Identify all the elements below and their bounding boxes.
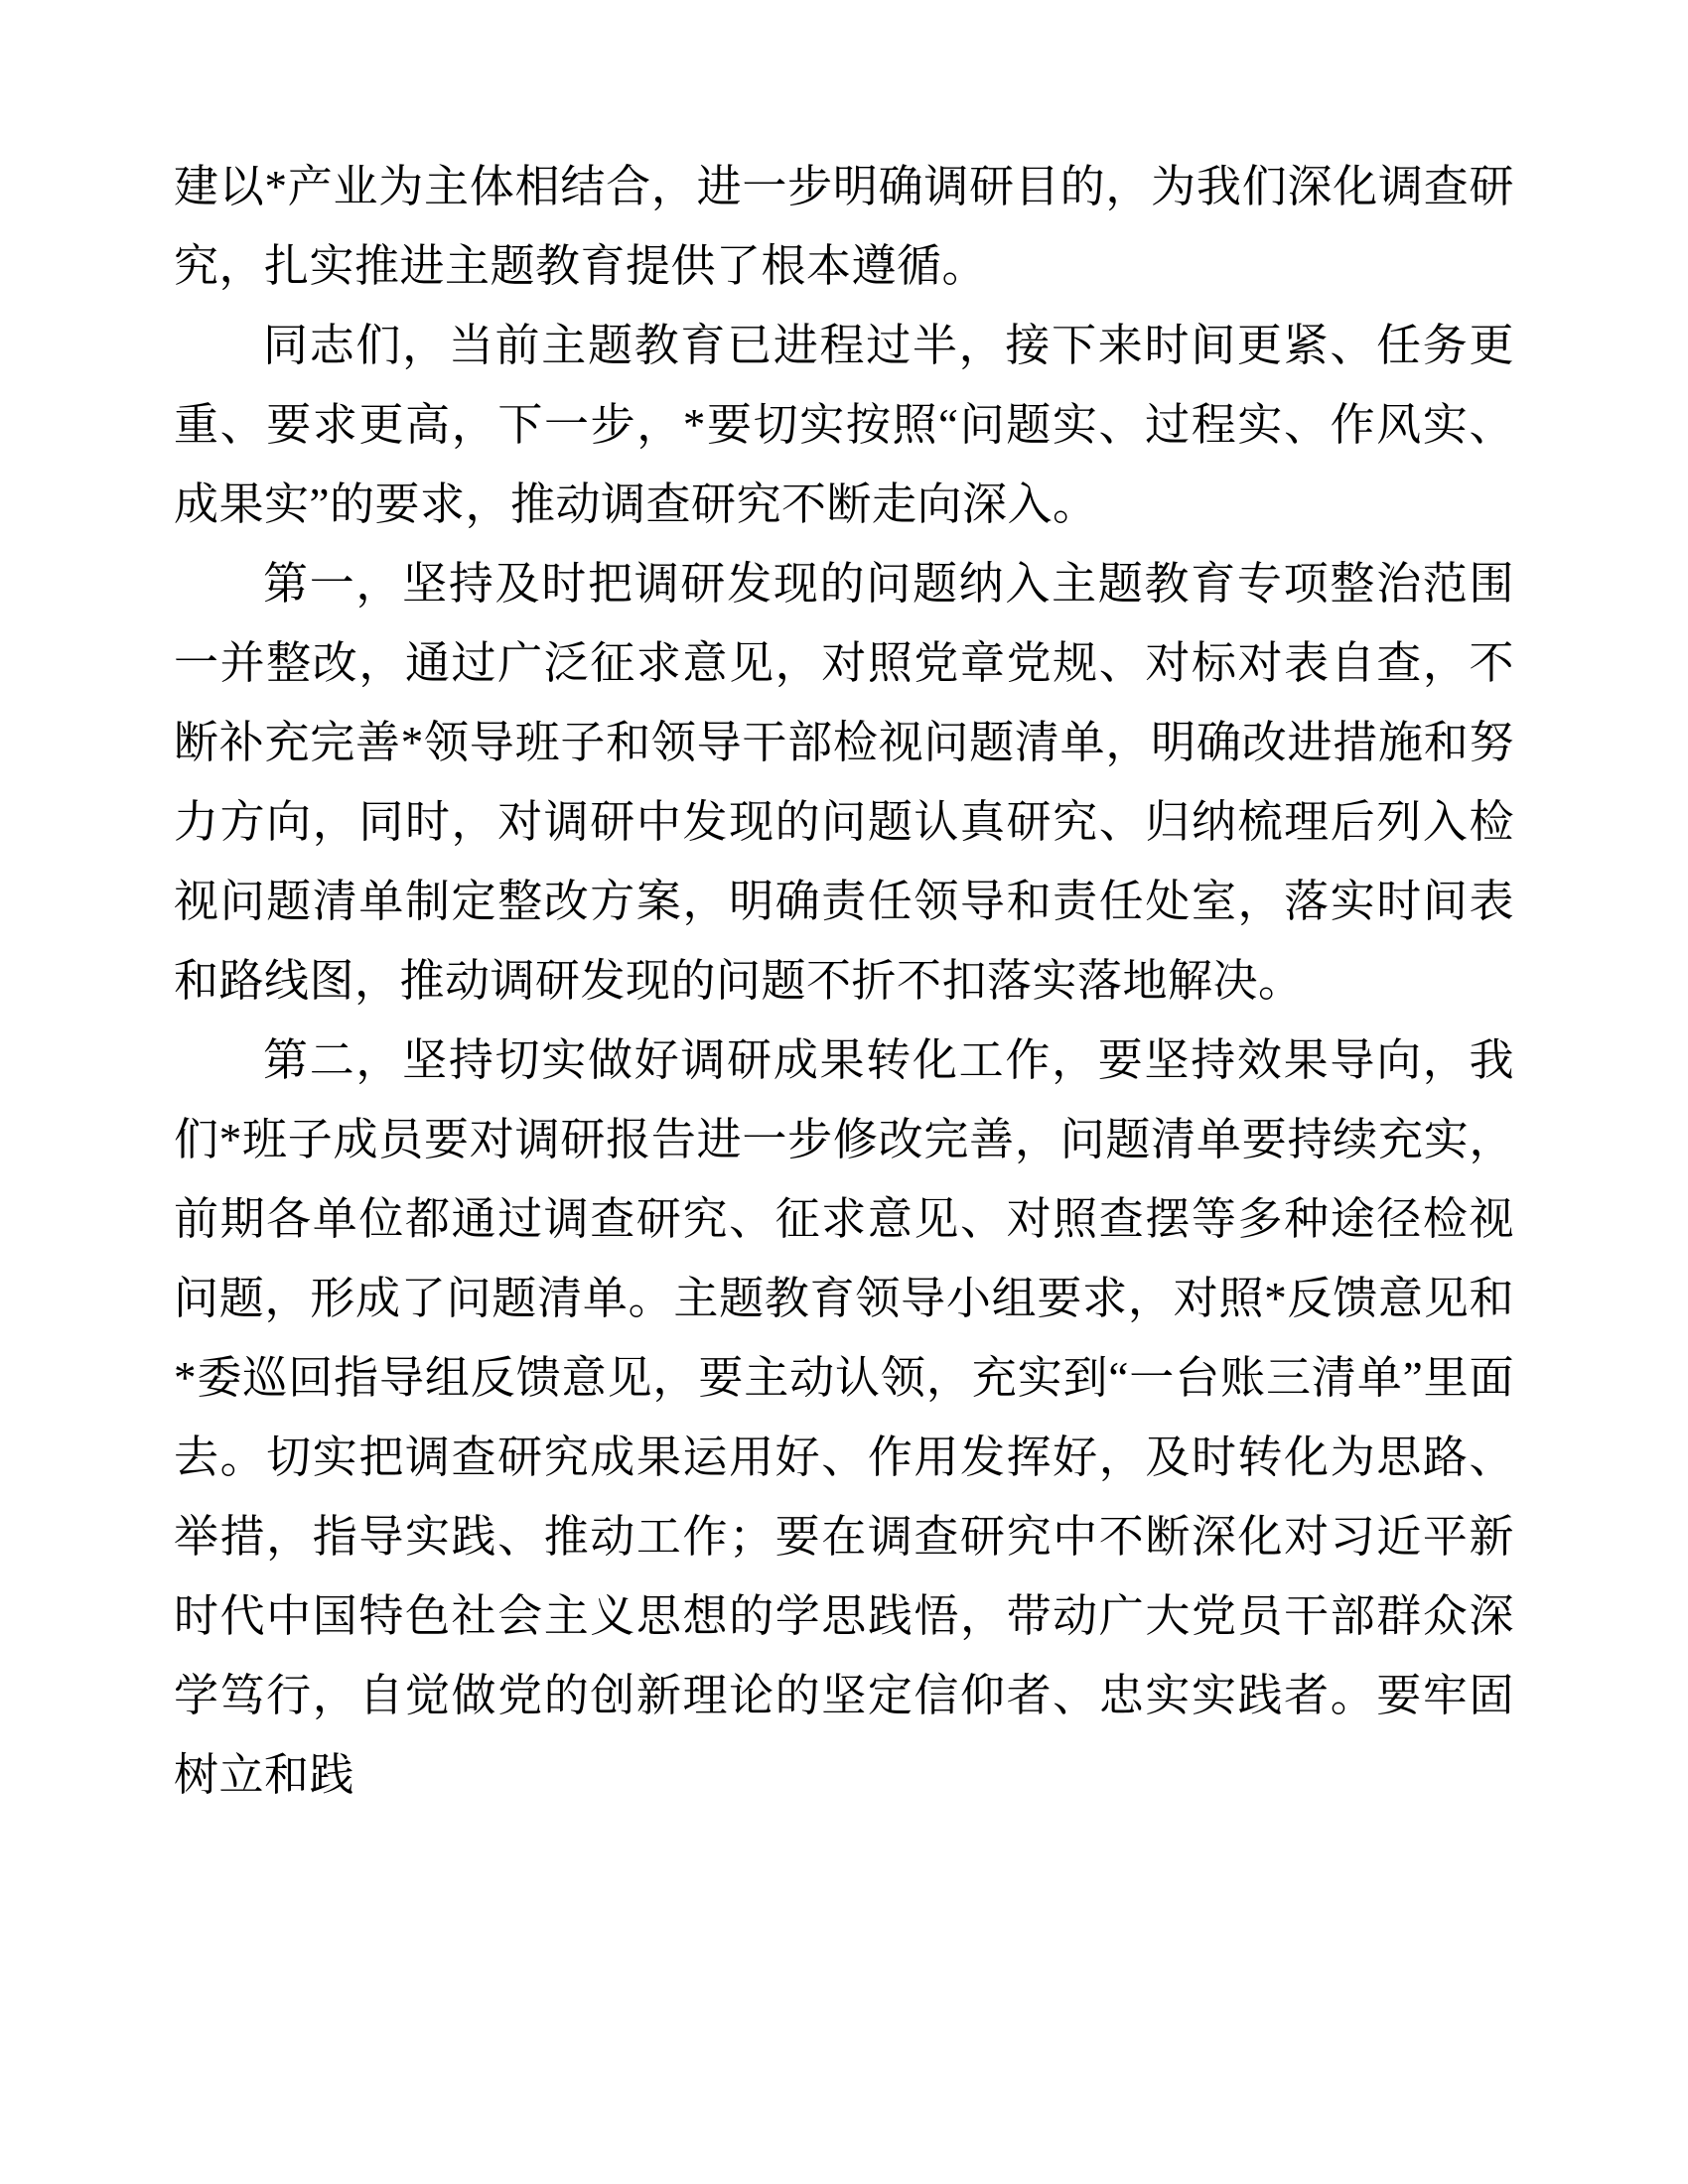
document-body <box>174 147 1514 1815</box>
paragraph-point-two: 第二，坚持切实做好调研成果转化工作，要坚持效果导向，我们*班子成员要对调研报告进一步修改完善，问题清单要持续充实，前期各单位都通过调查研究、征求意见、对照查摆等多种途径检视问题，形成了问题清单。主题教育领导小组要求，对照*反馈意见和*委巡回指导组反馈意见，要主动认领，充实到“一台账三清单”里面去。切实把调查研究成果运用好、作用发挥好，及时转化为思路、举措，指导实践、推动工作；要在调查研究中不断深化对习近平新时代中国特色社会主义思想的学思践悟，带动广大党员干部群众深学笃行，自觉做党的创新理论的坚定信仰者、忠实实践者。要牢固树立和践 <box>174 1035 1514 1800</box>
paragraph-point-one: 第一，坚持及时把调研发现的问题纳入主题教育专项整治范围一并整改，通过广泛征求意见，对照党章党规、对标对表自查，不断补充完善*领导班子和领导干部检视问题清单，明确改进措施和努力方向，同时，对调研中发现的问题认真研究、归纳梳理后列入检视问题清单制定整改方案，明确责任领导和责任处室，落实时间表和路线图，推动调研发现的问题不折不扣落实落地解决。 <box>174 559 1514 1006</box>
paragraph-intro: 同志们，当前主题教育已进程过半，接下来时间更紧、任务更重、要求更高，下一步，*要切实按照“问题实、过程实、作风实、成果实”的要求，推动调查研究不断走向深入。 <box>174 321 1514 529</box>
paragraph-continuation: 建以*产业为主体相结合，进一步明确调研目的，为我们深化调查研究，扎实推进主题教育提供了根本遵循。 <box>174 162 1514 291</box>
